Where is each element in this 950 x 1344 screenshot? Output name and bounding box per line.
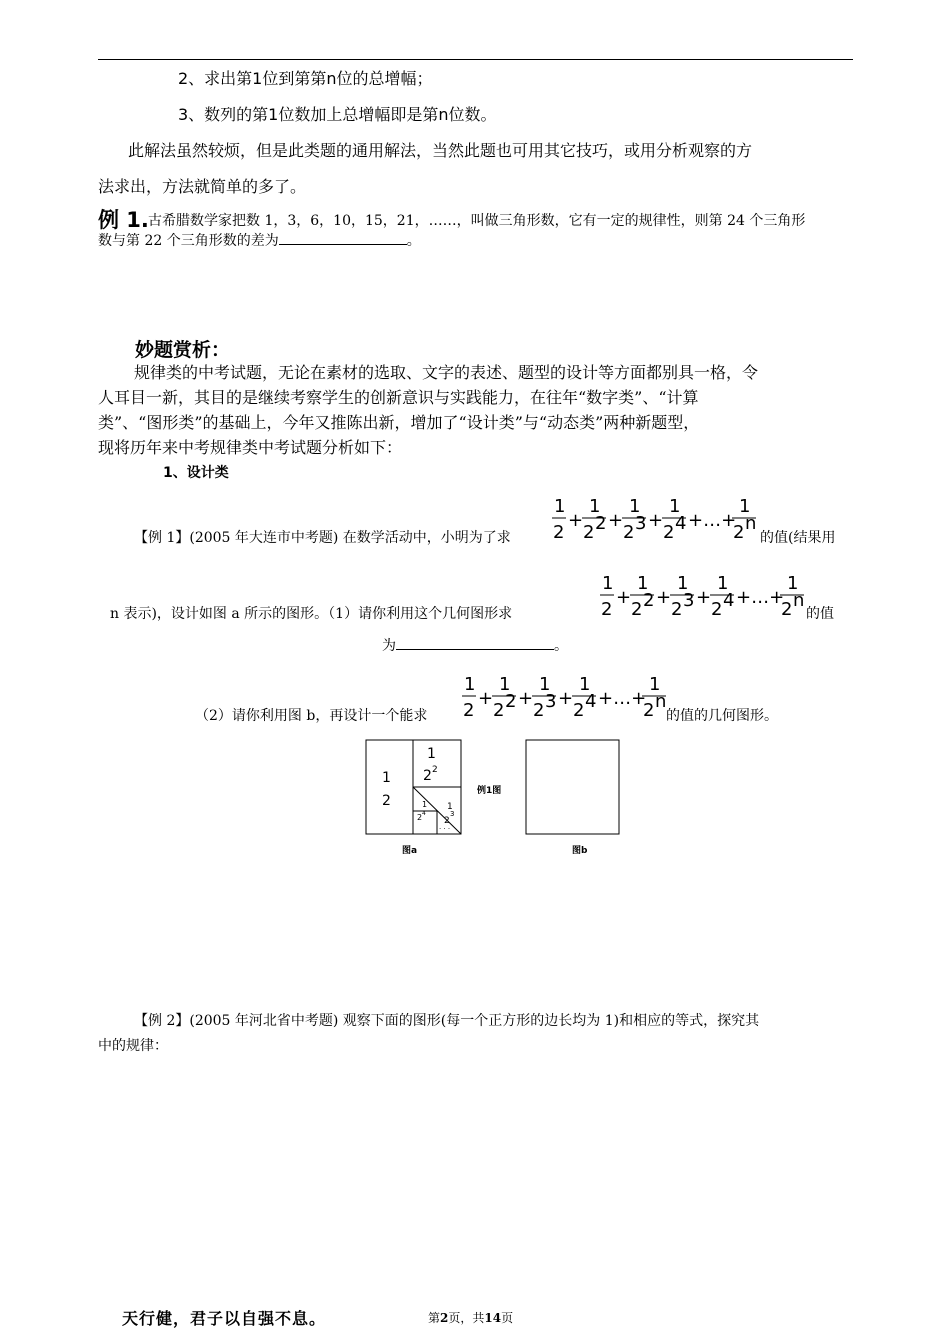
fraction-exponent: 4 [585,691,597,712]
fraction-exponent: 4 [723,590,735,611]
problem1-text-end: 的值(结果用 [760,530,836,546]
problem1-part1-end: 的值 [806,606,834,622]
fraction-denominator: 2 [631,599,643,620]
figure-a-quarter-exp: 2 [432,765,438,775]
fraction-denominator: 2 [553,522,565,543]
fraction-denominator: 2 [623,522,635,543]
figure-a-eighth-exp: 3 [450,810,455,818]
fraction-exponent: 2 [595,513,607,534]
fraction-numerator: 1 [677,573,689,594]
page-suffix: 页 [501,1311,514,1325]
fraction-denominator: 2 [573,700,585,721]
fraction-numerator: 1 [602,573,614,594]
problem1-answer-line [382,635,568,655]
answer-blank[interactable] [396,636,554,650]
fraction-exponent: 3 [635,513,647,534]
fraction-denominator: 2 [601,599,613,620]
plus-sign: + [648,510,664,531]
plus-sign: + [656,587,672,608]
series-formula [460,670,670,728]
page-total: 14 [484,1311,502,1325]
series-ellipsis: +…+ [736,587,785,608]
fraction-denominator: 2 [781,599,793,620]
fraction-denominator: 2 [643,700,655,721]
series-formula [598,569,808,627]
fraction-numerator: 1 [464,674,476,695]
plus-sign: + [608,510,624,531]
problem1-part2-text: （2）请你利用图 b，再设计一个能求 [195,708,428,724]
fraction-numerator: 1 [579,674,591,695]
figure-a-eighth-den: 2 [444,816,450,826]
figure-middle-label: 例1图 [477,786,502,796]
intro-paragraph-line1: 此解法虽然较烦，但是此类题的通用解法，当然此题也可用其它技巧，或用分析观察的方 [128,141,753,160]
section-heading: 妙题赏析： [135,339,231,361]
fraction-denominator: 2 [711,599,723,620]
problem1-part1-text: n 表示)，设计如图 a 所示的图形。（1）请你利用这个几何图形求 [110,606,513,622]
intro-step-2: 2、求出第1位到第第n位的总增幅； [178,69,433,88]
figure-a-sixteenth-exp: 4 [422,810,426,817]
plus-sign: + [478,688,494,709]
figure-area [360,735,630,860]
figure-a-ellipsis: · · · [439,825,451,833]
fraction-exponent: n [655,691,667,712]
page-prefix: 第 [428,1311,441,1325]
fraction-numerator: 1 [637,573,649,594]
figure-a-quarter-den: 2 [423,768,432,784]
fraction-numerator: 1 [739,496,751,517]
figure-a-sixteenth-den: 2 [417,813,423,822]
fraction-numerator: 1 [554,496,566,517]
fraction-exponent: 4 [675,513,687,534]
fraction-numerator: 1 [717,573,729,594]
fraction-denominator: 2 [671,599,683,620]
series-ellipsis: +…+ [598,688,647,709]
plus-sign: + [568,510,584,531]
page-current: 2 [440,1311,449,1325]
appreciation-line1: 规律类的中考试题，无论在素材的选取、文字的表述、题型的设计等方面都别具一格，令 [134,363,759,382]
fraction-numerator: 1 [499,674,511,695]
answer-blank[interactable] [279,231,407,245]
plus-sign: + [616,587,632,608]
problem1-text: 【例 1】(2005 年大连市中考题) 在数学活动中，小明为了求 [134,530,511,546]
figure-b-square[interactable] [526,740,619,834]
footer-motto: 天行健，君子以自强不息。 [122,1309,327,1328]
fraction-denominator: 2 [663,522,675,543]
plus-sign: + [696,587,712,608]
plus-sign: + [558,688,574,709]
fraction-denominator: 2 [733,522,745,543]
fraction-exponent: n [745,513,757,534]
figure-a-quarter-num: 1 [427,746,436,762]
fraction-denominator: 2 [533,700,545,721]
answer-prefix: 为 [382,638,396,654]
fraction-denominator: 2 [583,522,595,543]
fraction-exponent: 3 [545,691,557,712]
figure-a-half-num: 1 [382,770,391,786]
intro-step-3: 3、数列的第1位数加上总增幅即是第n位数。 [178,105,497,124]
problem2-line2: 中的规律： [98,1038,168,1054]
figure-b-caption: 图b [572,846,588,856]
problem2-line1: 【例 2】(2005 年河北省中考题) 观察下面的图形(每一个正方形的边长均为 1)和相应的等式，探究其 [134,1013,760,1029]
fraction-exponent: 2 [643,590,655,611]
appreciation-line3: 类”、“图形类”的基础上，今年又推陈出新，增加了“设计类”与“动态类”两种新题型， [98,413,700,432]
example1-label: 例 1. [98,208,149,232]
page-mid: 页，共 [448,1311,485,1325]
fraction-exponent: 2 [505,691,517,712]
example1-line2-end: 。 [406,233,421,249]
figure-a-sixteenth-num: 1 [422,800,428,809]
plus-sign: + [518,688,534,709]
fraction-numerator: 1 [787,573,799,594]
fraction-numerator: 1 [629,496,641,517]
page-number [428,1309,513,1326]
figure-a-half-den: 2 [382,793,391,809]
fraction-denominator: 2 [493,700,505,721]
problem1-part2-end: 的值的几何图形。 [666,708,778,724]
fraction-numerator: 1 [649,674,661,695]
fraction-exponent: 3 [683,590,695,611]
series-formula [550,492,760,550]
fraction-denominator: 2 [463,700,475,721]
header-rule [98,59,853,60]
appreciation-line2: 人耳目一新，其目的是继续考察学生的创新意识与实践能力，在往年“数字类”、“计算 [98,388,699,407]
fraction-numerator: 1 [669,496,681,517]
example1-line2-text: 数与第 22 个三角形数的差为 [98,233,279,249]
figure-a-eighth-num: 1 [447,802,453,812]
subsection-design: 1、设计类 [163,465,229,481]
fraction-exponent: n [793,590,805,611]
intro-paragraph-line2: 法求出，方法就简单的多了。 [98,177,307,196]
answer-suffix: 。 [554,638,568,654]
appreciation-line4: 现将历年来中考规律类中考试题分析如下： [98,438,403,457]
example1-line1: 古希腊数学家把数 1，3，6，10，15，21，……，叫做三角形数，它有一定的规律性，则第 24 个三角形 [148,213,806,229]
series-ellipsis: +…+ [688,510,737,531]
fraction-numerator: 1 [589,496,601,517]
fraction-numerator: 1 [539,674,551,695]
example1-line2 [98,230,421,250]
figure-a-caption: 图a [402,846,418,856]
